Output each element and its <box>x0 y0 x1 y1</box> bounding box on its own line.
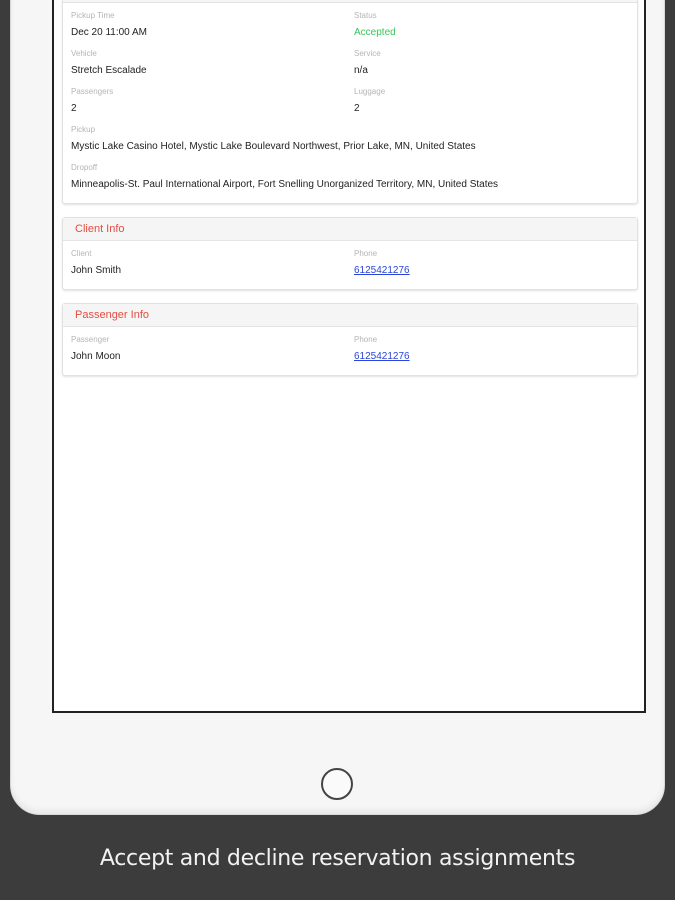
client-phone-link[interactable]: 6125421276 <box>354 265 410 276</box>
passenger-label: Passenger <box>71 335 110 344</box>
pickup-time-value: Dec 20 11:00 AM <box>71 27 147 38</box>
passenger-info-header: Passenger Info <box>63 304 637 327</box>
passenger-name: John Moon <box>71 351 121 362</box>
dropoff-label: Dropoff <box>71 163 98 172</box>
tablet-frame <box>10 0 665 815</box>
client-info-header: Client Info <box>63 218 637 241</box>
app-screen <box>52 0 646 713</box>
passenger-phone-label: Phone <box>354 335 378 344</box>
dropoff-address: Minneapolis-St. Paul International Airport, Fort Snelling Unorganized Territory, MN, United States <box>71 179 499 190</box>
pickup-address: Mystic Lake Casino Hotel, Mystic Lake Boulevard Northwest, Prior Lake, MN, United States <box>71 141 476 152</box>
job-detail-content <box>62 0 638 389</box>
passenger-info-panel <box>62 303 638 376</box>
pickup-label: Pickup <box>71 125 96 134</box>
status-value: Accepted <box>354 27 396 38</box>
luggage-label: Luggage <box>354 87 386 96</box>
promo-caption: Accept and decline reservation assignments <box>99 846 576 871</box>
service-label: Service <box>354 49 381 58</box>
client-info-panel <box>62 217 638 290</box>
service-value: n/a <box>354 65 368 76</box>
luggage-value: 2 <box>354 103 360 114</box>
client-name: John Smith <box>71 265 122 276</box>
passenger-phone-link[interactable]: 6125421276 <box>354 351 410 362</box>
client-label: Client <box>71 249 92 258</box>
status-label: Status <box>354 11 377 20</box>
passengers-label: Passengers <box>71 87 114 96</box>
client-phone-label: Phone <box>354 249 378 258</box>
vehicle-label: Vehicle <box>71 49 97 58</box>
home-button[interactable] <box>321 768 353 800</box>
passengers-value: 2 <box>71 103 77 114</box>
pickup-time-label: Pickup Time <box>71 11 115 20</box>
reservation-info-panel <box>62 0 638 204</box>
vehicle-value: Stretch Escalade <box>71 65 147 76</box>
